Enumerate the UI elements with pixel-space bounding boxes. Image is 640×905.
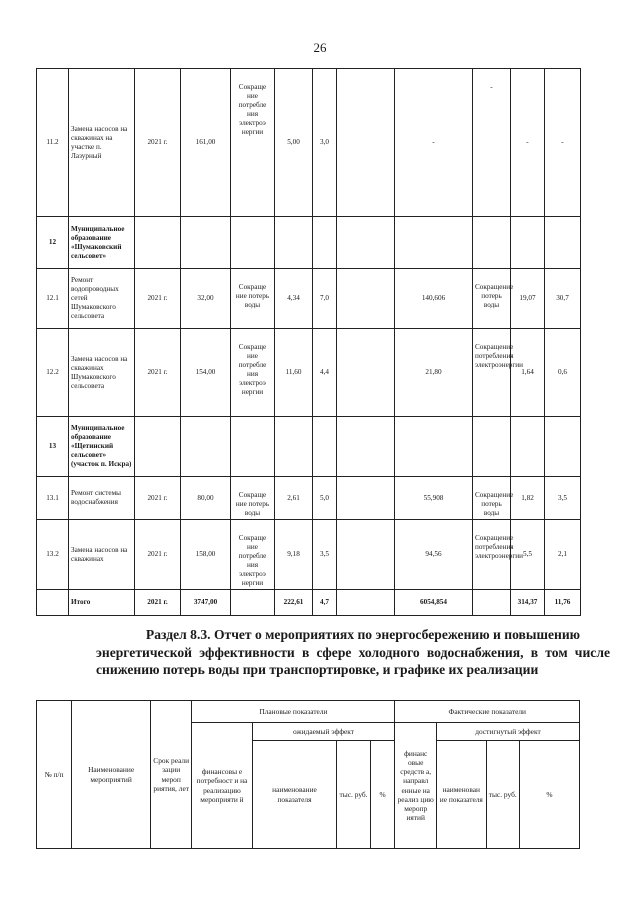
empty-cell <box>337 269 395 329</box>
col-header-pct-actual: % <box>519 741 579 849</box>
cell-finance: 161,00 <box>181 69 231 217</box>
empty-cell <box>275 217 313 269</box>
cell-finance: 3747,00 <box>181 590 231 616</box>
empty-cell <box>313 217 337 269</box>
cell-fact-indicator: - <box>473 69 511 217</box>
cell-name: Итого <box>69 590 135 616</box>
cell-fact-rub: 1,82 <box>511 477 545 520</box>
empty-cell <box>473 217 511 269</box>
empty-cell <box>337 217 395 269</box>
empty-cell <box>181 417 231 477</box>
cell-fact-indicator <box>473 590 511 616</box>
report-header-table <box>36 700 580 849</box>
total-row <box>37 590 581 616</box>
empty-cell <box>135 217 181 269</box>
cell-year: 2021 г. <box>135 69 181 217</box>
cell-num: 11.2 <box>37 69 69 217</box>
cell-fact-indicator: Сокращение потерь воды <box>473 477 511 520</box>
empty-cell <box>337 329 395 417</box>
cell-finance: 154,00 <box>181 329 231 417</box>
table-row <box>37 520 581 590</box>
empty-cell <box>545 417 581 477</box>
cell-name: Замена насосов на скважинах Шумаковского сельсовета <box>69 329 135 417</box>
cell-fin-actual: 6054,854 <box>395 590 473 616</box>
cell-num <box>37 590 69 616</box>
cell-fin-actual: 21,80 <box>395 329 473 417</box>
section-heading-rest: энергетической эффективности в сфере холодного водоснабжения, в том числе снижению потерь воды при транспортировке, и графике их реализации <box>96 644 610 678</box>
col-header-indicator-actual: наименован ие показателя <box>436 741 486 849</box>
cell-fact-pct: - <box>545 69 581 217</box>
col-header-pct: % <box>370 741 395 849</box>
empty-cell <box>395 217 473 269</box>
cell-fact-pct: 0,6 <box>545 329 581 417</box>
col-header-rub-actual: тыс. руб. <box>486 741 519 849</box>
cell-name: Ремонт системы водоснабжения <box>69 477 135 520</box>
cell-fin-actual: 55,908 <box>395 477 473 520</box>
cell-fact-rub: 314,37 <box>511 590 545 616</box>
cell-name: Замена насосов на скважинах <box>69 520 135 590</box>
cell-fin-actual: 94,56 <box>395 520 473 590</box>
page-number: 26 <box>313 40 327 55</box>
row-number: 13 <box>37 417 69 477</box>
cell-plan-rub: 222,61 <box>275 590 313 616</box>
empty-cell <box>135 417 181 477</box>
empty-cell <box>275 417 313 477</box>
table-row <box>37 269 581 329</box>
cell-finance: 32,00 <box>181 269 231 329</box>
section-heading <box>96 626 610 679</box>
empty-cell <box>337 417 395 477</box>
col-header-name: Наименование мероприятий <box>72 701 151 849</box>
activities-table <box>36 68 581 616</box>
group-name: Муниципальное образование «Щетинский сельсовет» (участок п. Искра) <box>69 417 135 477</box>
empty-cell <box>395 417 473 477</box>
col-header-term: Срок реали зации мероп риятия, лет <box>150 701 191 849</box>
col-header-planned: Плановые показатели <box>192 701 395 723</box>
row-number: 12 <box>37 217 69 269</box>
empty-cell <box>545 217 581 269</box>
col-header-num: № п/п <box>37 701 72 849</box>
cell-plan-indicator: Сокраще ние потребле ния электроэ нергии <box>231 520 275 590</box>
cell-fact-rub: - <box>511 69 545 217</box>
cell-plan-pct: 3,0 <box>313 69 337 217</box>
cell-fact-pct: 3,5 <box>545 477 581 520</box>
col-header-expected-effect: ожидаемый эффект <box>252 723 395 741</box>
empty-cell <box>313 417 337 477</box>
cell-fact-pct: 2,1 <box>545 520 581 590</box>
empty-cell <box>473 417 511 477</box>
empty-cell <box>231 217 275 269</box>
cell-num: 12.2 <box>37 329 69 417</box>
cell-fin-actual: 140,606 <box>395 269 473 329</box>
cell-plan-rub: 9,18 <box>275 520 313 590</box>
cell-fact-indicator: Сокращение потерь воды <box>473 269 511 329</box>
cell-fact-indicator: Сокращение потребления электроэнергии <box>473 329 511 417</box>
cell-plan-indicator: Сокраще ние потерь воды <box>231 477 275 520</box>
cell-year: 2021 г. <box>135 520 181 590</box>
cell-num: 13.1 <box>37 477 69 520</box>
cell-name: Ремонт водопроводных сетей Шумаковского сельсовета <box>69 269 135 329</box>
empty-cell <box>337 590 395 616</box>
cell-plan-rub: 2,61 <box>275 477 313 520</box>
cell-plan-pct: 3,5 <box>313 520 337 590</box>
cell-year: 2021 г. <box>135 269 181 329</box>
cell-plan-indicator: Сокраще ние потребле ния электроэ нергии <box>231 329 275 417</box>
cell-finance: 158,00 <box>181 520 231 590</box>
cell-fact-rub: 1,64 <box>511 329 545 417</box>
cell-plan-pct: 7,0 <box>313 269 337 329</box>
group-row <box>37 417 581 477</box>
cell-plan-pct: 4,7 <box>313 590 337 616</box>
cell-plan-pct: 4,4 <box>313 329 337 417</box>
cell-fact-rub: 5,5 <box>511 520 545 590</box>
cell-plan-rub: 11,60 <box>275 329 313 417</box>
cell-plan-indicator: Сокраще ние потерь воды <box>231 269 275 329</box>
empty-cell <box>511 217 545 269</box>
col-header-rub: тыс. руб. <box>337 741 370 849</box>
cell-plan-rub: 5,00 <box>275 69 313 217</box>
empty-cell <box>337 520 395 590</box>
col-header-actual: Фактические показатели <box>395 701 580 723</box>
cell-plan-rub: 4,34 <box>275 269 313 329</box>
cell-year: 2021 г. <box>135 590 181 616</box>
col-header-achieved-effect: достигнутый эффект <box>436 723 579 741</box>
table-row <box>37 329 581 417</box>
cell-finance: 80,00 <box>181 477 231 520</box>
cell-fact-pct: 30,7 <box>545 269 581 329</box>
col-header-finance-needs: финансовы е потребност и на реализацию мероприяти й <box>192 723 252 849</box>
cell-plan-indicator <box>231 590 275 616</box>
section-heading-line1: Раздел 8.3. Отчет о мероприятиях по энергосбережению и повышению <box>145 627 581 642</box>
cell-name: Замена насосов на скважинах на участке п. Лазурный <box>69 69 135 217</box>
cell-num: 13.2 <box>37 520 69 590</box>
empty-cell <box>337 477 395 520</box>
table-row <box>37 69 581 217</box>
cell-plan-indicator: Сокраще ние потребле ния электроэ нергии <box>231 69 275 217</box>
empty-cell <box>231 417 275 477</box>
cell-year: 2021 г. <box>135 477 181 520</box>
empty-cell <box>511 417 545 477</box>
table-row <box>37 477 581 520</box>
col-header-finance-actual: финанс овые средств а, направл енные на реализ цию меропр иятий <box>395 723 436 849</box>
cell-fin-actual: - <box>395 69 473 217</box>
cell-num: 12.1 <box>37 269 69 329</box>
cell-fact-rub: 19,07 <box>511 269 545 329</box>
group-row <box>37 217 581 269</box>
cell-plan-pct: 5,0 <box>313 477 337 520</box>
empty-cell <box>337 69 395 217</box>
cell-fact-indicator: Сокращение потребления электроэнергии <box>473 520 511 590</box>
empty-cell <box>181 217 231 269</box>
cell-year: 2021 г. <box>135 329 181 417</box>
cell-fact-pct: 11,76 <box>545 590 581 616</box>
group-name: Муниципальное образование «Шумаковский сельсовет» <box>69 217 135 269</box>
col-header-indicator: наименование показателя <box>252 741 337 849</box>
